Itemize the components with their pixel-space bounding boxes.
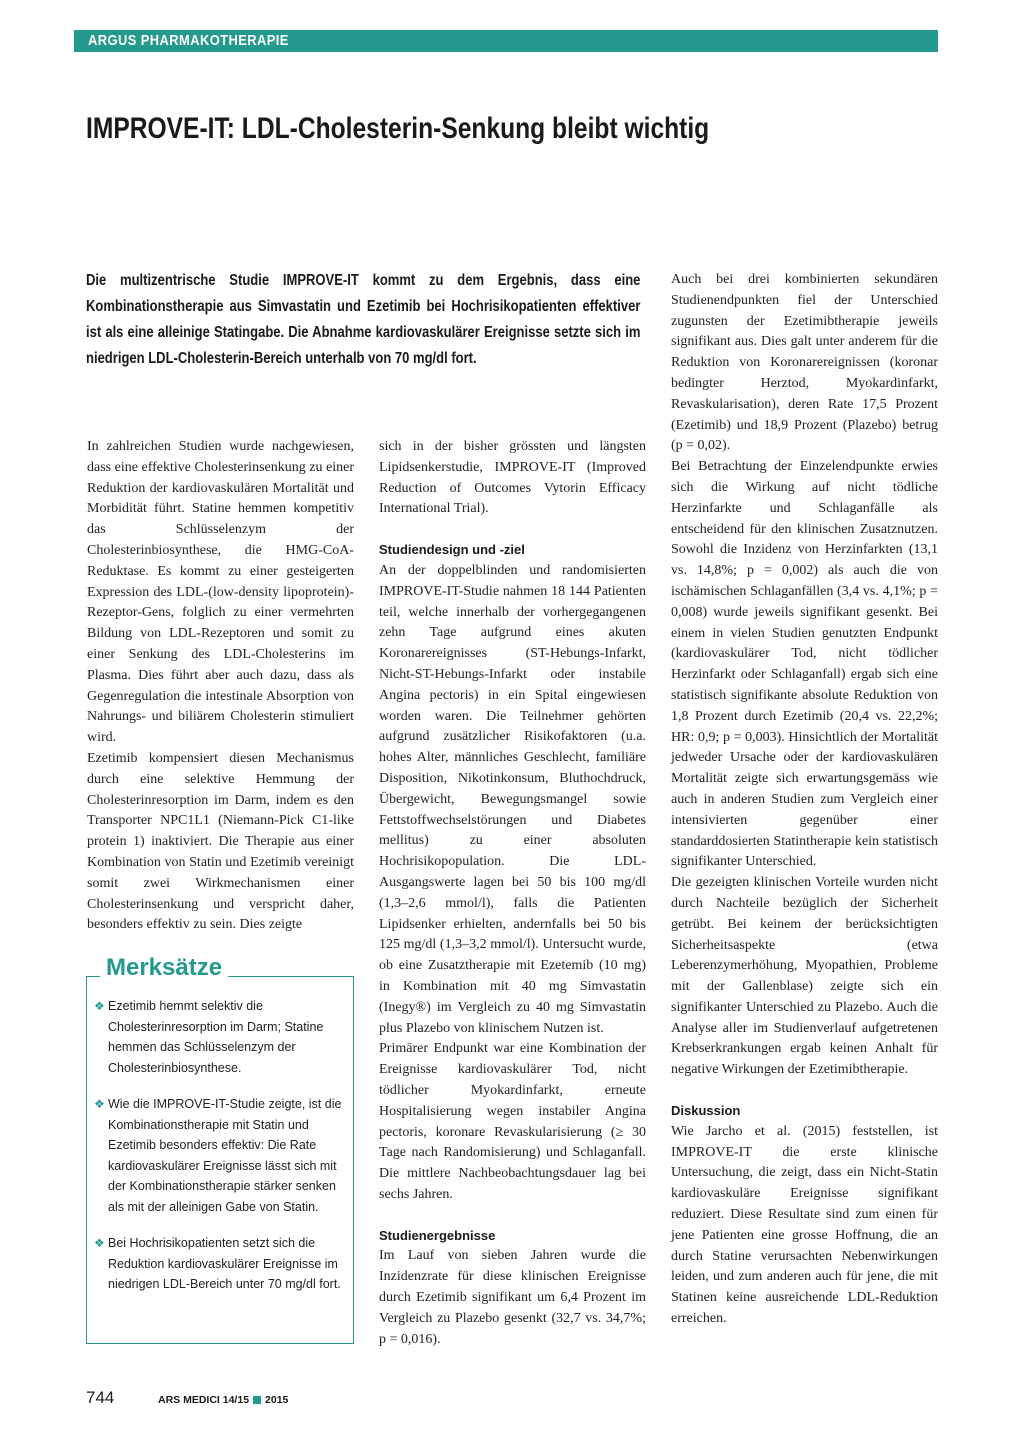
list-item-text: Ezetimib hemmt selektiv die Cholesterinresorption im Darm; Statine hemmen das Schlüsselenzym der Cholesterinbiosynthese. bbox=[108, 999, 324, 1075]
paragraph: Im Lauf von sieben Jahren wurde die Inzidenzrate für diese klinischen Ereignisse durch Ezetimib signifikant um 6,4 Prozent im Vergleich zu Plazebo gesenkt (32,7 vs. 34,7%; p = 0,016). bbox=[379, 1248, 646, 1347]
paragraph: Wie Jarcho et al. (2015) feststellen, ist IMPROVE-IT die erste klinische Untersuchung, die zeigt, dass ein Nicht-Statin kardiovaskuläre Ereignisse signifikant reduziert. Diese Resultate sind zum einen für jene Patienten eine grosse Hoffnung, die an durch Statine verursachten Nebenwirkungen leiden, und zum anderen auch für jene, die mit Statinen keine ausreichende LDL-Reduktion erreichen. bbox=[671, 1123, 938, 1327]
section-heading: Diskussion bbox=[671, 1103, 741, 1119]
page-number: 744 bbox=[86, 1388, 115, 1407]
paragraph: Primärer Endpunkt war eine Kombination der Ereignisse kardiovaskulärer Tod, nicht tödlicher Myokardinfarkt, erneute Hospitalisierung wegen instabiler Angina pectoris, koronare Revaskularisierung (≥ 30 Tage nach Randomisierung) und Schlaganfall. Die mittlere Nachbeobachtungsdauer lag bei sechs Jahren. bbox=[379, 1041, 646, 1202]
paragraph: Bei Betrachtung der Einzelendpunkte erwies sich die Wirkung auf nicht tödliche Herzinfarkte und Schlaganfälle als entscheidend für den klinischen Zusatznutzen. Sowohl die Inzidenz von Herzinfarkten (13,1 vs. 14,8%; p = 0,002) als auch die von ischämischen Schlaganfällen (3,4 vs. 4,1%; p = 0,008) wurde jeweils signifikant gesenkt. Bei einem in vielen Studien genutzten Endpunkt (kardiovaskulärer Tod, nicht tödlicher Herzinfarkt oder Schlaganfall) ergab sich eine statistisch signifikante absolute Reduktion von 1,8 Prozent durch Ezetimib (20,4 vs. 22,2%; HR: 0,9; p = 0,003). Hinsichtlich der Mortalität jedweder Ursache oder der kardiovaskulären Mortalität zeigte sich erwartungsgemäss wie auch in anderen Studien zum Vergleich einer intensivierten gegenüber einer standarddosierten Statintherapie kein statistisch signifikanter Unterschied. bbox=[671, 459, 938, 870]
paragraph: Auch bei drei kombinierten sekundären Studienendpunkten fiel der Unterschied zugunsten der Ezetimibtherapie jeweils signifikant aus. Dies galt unter anderem für die Reduktion von Koronarereignissen (koronar bedingter Herztod, Myokardinfarkt, Revaskularisation), deren Rate 17,5 Prozent (Ezetimib) und 18,9 Prozent (Plazebo) betrug (p = 0,02). bbox=[671, 272, 938, 454]
paragraph: Ezetimib kompensiert diesen Mechanismus durch eine selektive Hemmung der Cholesterinresorption im Darm, indem es den Transporter NPC1L1 (Niemann-Pick C1-like protein 1) inaktiviert. Die Therapie aus einer Kombination von Statin und Ezetimib vereinigt somit zwei Wirkmechanismen einer Cholesterinsenkung und verspricht daher, besonders effektiv zu sein. Dies zeigte bbox=[87, 750, 354, 933]
article-title: IMPROVE-IT: LDL-Cholesterin-Senkung bleibt wichtig bbox=[86, 112, 710, 145]
section-label: ARGUS PHARMAKOTHERAPIE bbox=[88, 32, 289, 49]
list-item-text: Bei Hochrisikopatienten setzt sich die Reduktion kardiovaskulärer Ereignisse im niedrigen LDL-Bereich unter 70 mg/dl fort. bbox=[108, 1236, 341, 1291]
journal-name: ARS MEDICI 14/15 bbox=[158, 1394, 250, 1406]
list-item bbox=[94, 996, 350, 1078]
diamond-bullet-icon: ❖ bbox=[94, 1097, 105, 1111]
merksaetze-title: Merksätze bbox=[100, 954, 228, 982]
merksaetze-list bbox=[94, 996, 350, 1311]
square-separator-icon bbox=[253, 1396, 261, 1404]
column-1 bbox=[87, 437, 354, 936]
list-item-text: Wie die IMPROVE-IT-Studie zeigte, ist die Kombinationstherapie mit Statin und Ezetimib besonders effektiv: Die Rate kardiovaskulärer Ereignisse lässt sich mit der Kombinationstherapie stärker senken als mit der alleinigen Gabe von Statin. bbox=[108, 1097, 342, 1214]
diamond-bullet-icon: ❖ bbox=[94, 999, 105, 1013]
paragraph: Die gezeigten klinischen Vorteile wurden nicht durch Nachteile bezüglich der Sicherheit getrübt. Bei keinem der berücksichtigten Sicherheitsaspekte (etwa Leberenzymerhöhung, Myopathien, Probleme mit der Gallenblase) zeigte sich ein signifikanter Unterschied zu Plazebo. Auch die Analyse aller im Studienverlauf aufgetretenen Krebserkrankungen ergab keinen Anhalt für negative Wirkungen der Ezetimibtherapie. bbox=[671, 875, 938, 1078]
diamond-bullet-icon: ❖ bbox=[94, 1236, 105, 1250]
paragraph: An der doppelblinden und randomisierten IMPROVE-IT-Studie nahmen 18 144 Patienten teil, welche innerhalb der vorhergegangenen zehn Tage aufgrund eines akuten Koronarereignisses (ST-Hebungs-Infarkt, Nicht-ST-Hebungs-Infarkt oder instabile Angina pectoris) in ein Spital eingewiesen worden waren. Die Teilnehmer gehörten aufgrund zusätzlicher Risikofaktoren (u.a. hohes Alter, männliches Geschlecht, familiäre Disposition, Nikotinkonsum, Bluthochdruck, Übergewicht, Bewegungsmangel sowie Fettstoffwechselstörungen und Diabetes mellitus) zu einer absoluten Hochrisikopopulation. Die LDL-Ausgangswerte lagen bei 50 bis 100 mg/dl (1,3–2,6 mmol/l), falls die Patienten Lipidsenker erhielten, andernfalls bei 50 bis 125 mg/dl (1,3–3,2 mmol/l). Untersucht wurde, ob eine Zusatztherapie mit Ezetemib (10 mg) in Kombination mit 40 mg Simvastatin (Inegy®) im Vergleich zu 40 mg Simvastatin plus Plazebo von klinischem Nutzen ist. bbox=[379, 562, 646, 1036]
list-item bbox=[94, 1233, 350, 1295]
publication-year: 2015 bbox=[265, 1394, 289, 1406]
paragraph: sich in der bisher grössten und längsten Lipidsenkerstudie, IMPROVE-IT (Improved Reduction of Outcomes Vytorin Efficacy International Trial). bbox=[379, 439, 646, 517]
section-heading: Studienergebnisse bbox=[379, 1227, 496, 1243]
section-header-bar bbox=[74, 30, 938, 52]
list-item bbox=[94, 1094, 350, 1217]
article-lead: Die multizentrische Studie IMPROVE-IT kommt zu dem Ergebnis, dass eine Kombinationstherapie aus Simvastatin und Ezetimib bei Hochrisikopatienten effektiver ist als eine alleinige Statingabe. Die Abnahme kardiovaskulärer Ereignisse setzte sich im niedrigen LDL-Cholesterin-Bereich unterhalb von 70 mg/dl fort. bbox=[86, 272, 641, 367]
paragraph: In zahlreichen Studien wurde nachgewiesen, dass eine effektive Cholesterinsenkung zu einer Reduktion der kardiovaskulären Mortalität und Morbidität führt. Statine hemmen kompetitiv das Schlüsselenzym der Cholesterinbiosynthese, die HMG-CoA-Reduktase. Es kommt zu einer gesteigerten Expression des LDL-(low-density lipoprotein)-Rezeptor-Gens, folglich zu einer vermehrten Bildung von LDL-Rezeptoren und somit zu einer Senkung des LDL-Cholesterins im Plasma. Dies führt aber auch dazu, dass als Gegenregulation die intestinale Absorption von Nahrungs- und biliärem Cholesterin stimuliert wird. bbox=[87, 439, 354, 746]
column-2 bbox=[379, 437, 646, 1350]
column-3 bbox=[671, 270, 938, 1330]
section-heading: Studiendesign und -ziel bbox=[379, 542, 525, 558]
footer-publication bbox=[158, 1394, 288, 1406]
